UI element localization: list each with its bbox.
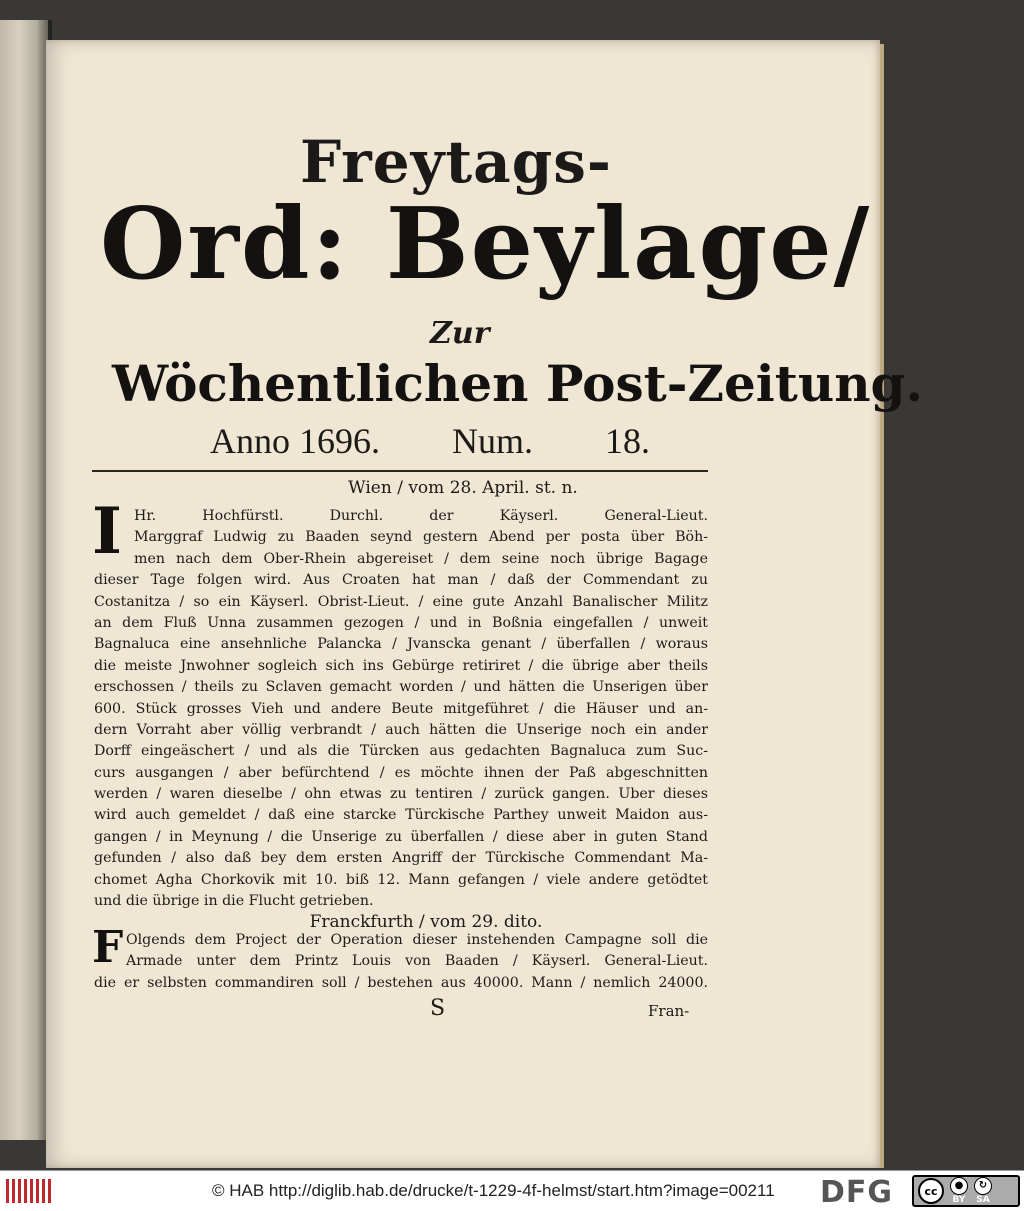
text-line: Dorff eingeäschert / und als die Türcken aus gedachten Bagnaluca zum Suc- [94, 743, 708, 760]
masthead-title: Ord: Beylage/ [100, 187, 872, 302]
cc-sa: ↻ SA [974, 1177, 992, 1205]
cc-license-badge[interactable] [912, 1175, 1020, 1207]
article-wien-body [94, 506, 708, 912]
dropcap-initial: I [92, 494, 122, 569]
text-line: wird auch gemeldet / daß eine starcke Türckische Parthey unweit Maidon aus- [94, 807, 708, 824]
masthead-line1: Freytags- [300, 128, 612, 196]
text-line: Marggraf Ludwig zu Baaden seynd gestern Abend per posta über Böh- [134, 529, 708, 546]
cc-by: ● BY [950, 1177, 968, 1205]
issue-line [210, 420, 650, 462]
issue-year: Anno 1696. [210, 421, 380, 461]
text-line: die meiste Jnwohner sogleich sich ins Gebürge retiriret / die übrige aber theils [94, 657, 708, 674]
person-icon: ● [950, 1177, 968, 1195]
signature-mark: S [430, 996, 446, 1021]
text-line: men nach dem Ober-Rhein abgereiset / dem seine noch übrige Bagage [134, 550, 708, 567]
issue-number: 18. [605, 421, 650, 461]
catchword: Fran- [648, 1002, 690, 1020]
text-line: curs ausgangen / aber befürchtend / es möchte ihnen der Paß abgeschnitten [94, 764, 708, 781]
text-line: an dem Fluß Unna zusammen gezogen / und in Boßnia eingefallen / unweit [94, 614, 708, 631]
article-franckfurth-body [94, 930, 708, 994]
text-line: Bagnaluca eine ansehnliche Palancka / Jvanscka genant / überfallen / woraus [94, 636, 708, 653]
dropcap-initial-f: F [92, 922, 124, 973]
masthead-rule [92, 470, 708, 472]
dateline-franckfurth: Franckfurth / vom 29. dito. [309, 912, 543, 932]
text-line: Hr. Hochfürstl. Durchl. der Käyserl. General-Lieut. [134, 508, 708, 524]
text-line: und die übrige in die Flucht getrieben. [94, 893, 374, 910]
issue-num-label: Num. [452, 421, 533, 461]
text-line: Olgends dem Project der Operation dieser instehenden Campagne soll die [126, 932, 708, 948]
text-line: dieser Tage folgen wird. Aus Croaten hat man / daß der Commendant zu [94, 572, 708, 589]
text-line: erschossen / theils zu Sclaven gemacht worden / und hätten die Unserigen über [94, 679, 708, 696]
masthead-subtitle: Wöchentlichen Post-Zeitung. [112, 354, 923, 413]
cc-icon: cc [918, 1178, 944, 1204]
text-line: 600. Stück grosses Vieh und andere Beute mitgeführet / die Häuser und an- [94, 700, 708, 717]
footer-source-link[interactable]: © HAB http://diglib.hab.de/drucke/t-1229-4f-helmst/start.htm?image=00211 [212, 1181, 775, 1200]
dfg-logo: DFG [820, 1175, 894, 1210]
share-alike-icon: ↻ [974, 1177, 992, 1195]
text-line: Armade unter dem Printz Louis von Baaden / Käyserl. General-Lieut. [126, 953, 708, 970]
text-line: dern Vorraht aber völlig verbrandt / auch hätten die Unserige noch ein ander [94, 721, 708, 738]
text-line: die er selbsten commandiren soll / bestehen aus 40000. Mann / nemlich 24000. [94, 974, 708, 991]
text-line: werden / waren dieselbe / ohn etwas zu tentiren / zurück gangen. Uber dieses [94, 786, 708, 803]
dateline-wien: Wien / vom 28. April. st. n. [348, 478, 578, 498]
footer-bar [0, 1170, 1024, 1211]
text-line: Costanitza / so ein Käyserl. Obrist-Lieut. / eine gute Anzahl Banalischer Militz [94, 593, 708, 610]
text-line: gefunden / also daß bey dem ersten Angriff der Türckische Commendant Ma- [94, 850, 708, 867]
text-line: chomet Agha Chorkovik mit 10. biß 12. Mann gefangen / viele andere getödtet [94, 871, 708, 888]
text-line: gangen / in Meynung / die Unserige zu überfallen / diese aber in guten Stand [94, 828, 708, 845]
masthead-zur: Zur [430, 316, 490, 351]
library-logo-icon [6, 1179, 52, 1203]
